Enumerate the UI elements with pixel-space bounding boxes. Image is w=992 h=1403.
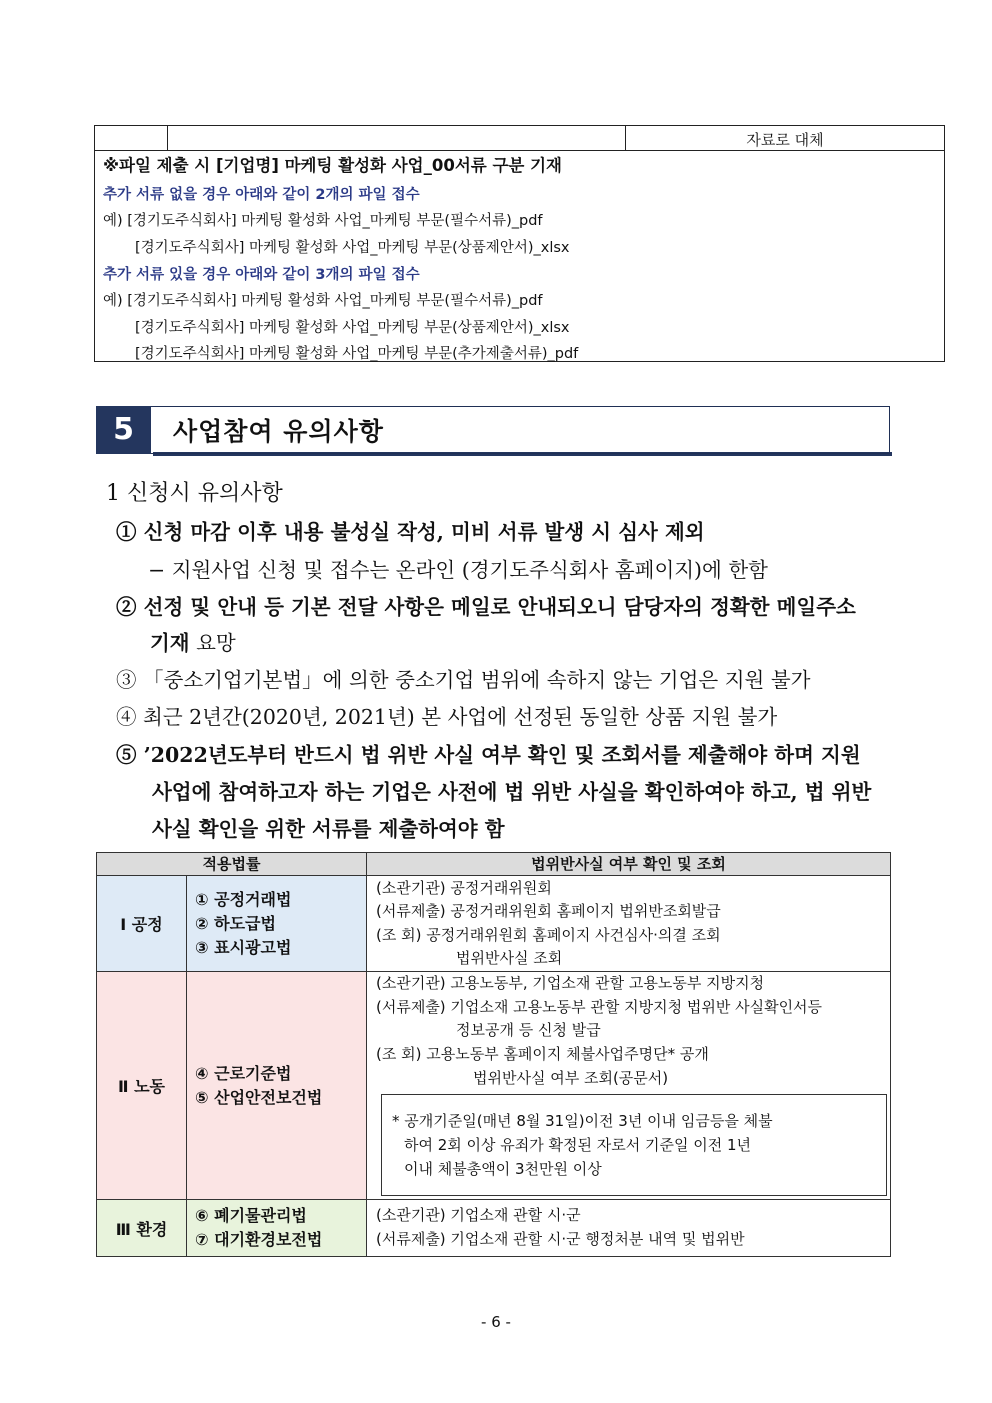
info-line: 법위반사실 여부 조회(공문서) (473, 1069, 669, 1087)
notice-item-1: ① 신청 마감 이후 내용 불성실 작성, 미비 서류 발생 시 심사 제외 (116, 520, 705, 544)
no-extra-heading: 추가 서류 없을 경우 아래와 같이 2개의 파일 접수 (103, 187, 420, 203)
notice-item-1-sub: − 지원사업 신청 및 접수는 온라인 (경기도주식회사 홈페이지)에 한함 (148, 558, 768, 582)
info-line: (서류제출) 공정거래위원회 홈페이지 법위반조회발급 (376, 902, 721, 920)
header-applicable-law: 적용법률 (96, 852, 367, 876)
note-line: * 공개기준일(매년 8월 31일)이전 3년 이내 임금등을 체불 (392, 1112, 773, 1130)
example-line: [경기도주식회사] 마케팅 활성화 사업_마케팅 부문(상품제안서)_xlsx (135, 240, 570, 256)
header-check: 법위반사실 여부 확인 및 조회 (366, 852, 891, 876)
law-list (186, 971, 367, 1200)
law-name: ⑥ 폐기물관리법 (195, 1206, 307, 1225)
section-title: 사업참여 유의사항 (173, 417, 384, 446)
category-label: Ⅰ 공정 (96, 875, 187, 972)
example-line: [경기도주식회사] 마케팅 활성화 사업_마케팅 부문(상품제안서)_xlsx (135, 320, 570, 336)
notice-item-5-cont: 사실 확인을 위한 서류를 제출하여야 함 (152, 817, 505, 841)
info-line: (서류제출) 기업소재 고용노동부 관할 지방지청 법위반 사실확인서등 (376, 998, 823, 1016)
notice-item-2: ② 선정 및 안내 등 기본 전달 사항은 메일로 안내되오니 담당자의 정확한 메일주소 (116, 595, 856, 619)
note-box (381, 1094, 887, 1196)
emphasis-text: 기재 (150, 631, 190, 655)
notice-item-5: ⑤ ’2022년도부터 반드시 법 위반 사실 여부 확인 및 조회서를 제출해야 하며 지원 (116, 743, 861, 767)
table-row (95, 126, 944, 151)
law-name: ④ 근로기준법 (195, 1063, 292, 1083)
law-name: ⑤ 산업안전보건법 (195, 1087, 323, 1107)
info-line: (서류제출) 기업소재 관할 시·군 행정처분 내역 및 법위반 (376, 1230, 745, 1248)
row-cell-text: 자료로 대체 (746, 131, 824, 149)
check-info (366, 971, 891, 1200)
example-line: 예) [경기도주식회사] 마케팅 활성화 사업_마케팅 부문(필수서류)_pdf (103, 293, 543, 309)
category-label: Ⅱ 노동 (96, 971, 187, 1200)
law-name: ⑦ 대기환경보전법 (195, 1230, 323, 1249)
plain-text: 요망 (189, 631, 236, 655)
subsection-title: 1 신청시 유의사항 (106, 481, 283, 506)
law-list (186, 875, 367, 972)
extra-heading: 추가 서류 있을 경우 아래와 같이 3개의 파일 접수 (103, 267, 420, 283)
law-list (186, 1199, 367, 1257)
law-name: ① 공정거래법 (195, 889, 292, 909)
check-info (366, 875, 891, 972)
law-name: ③ 표시광고법 (195, 937, 292, 957)
notice-item-4: ④ 최근 2년간(2020년, 2021년) 본 사업에 선정된 동일한 상품 지원 불가 (116, 705, 778, 729)
notice-item-5-cont: 사업에 참여하고자 하는 기업은 사전에 법 위반 사실을 확인하여야 하고, 법 위반 (152, 780, 872, 804)
file-submission-table (94, 125, 945, 362)
example-line: [경기도주식회사] 마케팅 활성화 사업_마케팅 부문(추가제출서류)_pdf (135, 346, 579, 362)
info-line: (조 회) 고용노동부 홈페이지 체불사업주명단* 공개 (376, 1045, 709, 1063)
check-info (366, 1199, 891, 1257)
info-line: 법위반사실 조회 (456, 949, 563, 967)
note-line: 하여 2회 이상 유죄가 확정된 자로서 기준일 이전 1년 (404, 1136, 752, 1154)
law-violation-table (96, 852, 891, 1257)
category-label: Ⅲ 환경 (96, 1199, 187, 1257)
law-name: ② 하도급법 (195, 913, 276, 933)
info-line: (소관기관) 공정거래위원회 (376, 879, 552, 897)
notice-item-3: ③ 「중소기업기본법」에 의한 중소기업 범위에 속하지 않는 기업은 지원 불가 (116, 668, 811, 692)
note-line: 이내 체불총액이 3천만원 이상 (404, 1160, 602, 1178)
info-line: 정보공개 등 신청 발급 (456, 1021, 601, 1039)
section-number: 5 (96, 406, 151, 454)
info-line: (소관기관) 고용노동부, 기업소재 관할 고용노동부 지방지청 (376, 974, 765, 992)
file-naming-note: ※파일 제출 시 [기업명] 마케팅 활성화 사업_00서류 구분 기재 (103, 156, 562, 175)
example-line: 예) [경기도주식회사] 마케팅 활성화 사업_마케팅 부문(필수서류)_pdf (103, 213, 543, 229)
notice-item-2-cont (150, 626, 236, 656)
info-line: (조 회) 공정거래위원회 홈페이지 사건심사·의결 조회 (376, 926, 721, 944)
page-number: - 6 - (481, 1313, 511, 1331)
info-line: (소관기관) 기업소재 관할 시·군 (376, 1206, 581, 1224)
